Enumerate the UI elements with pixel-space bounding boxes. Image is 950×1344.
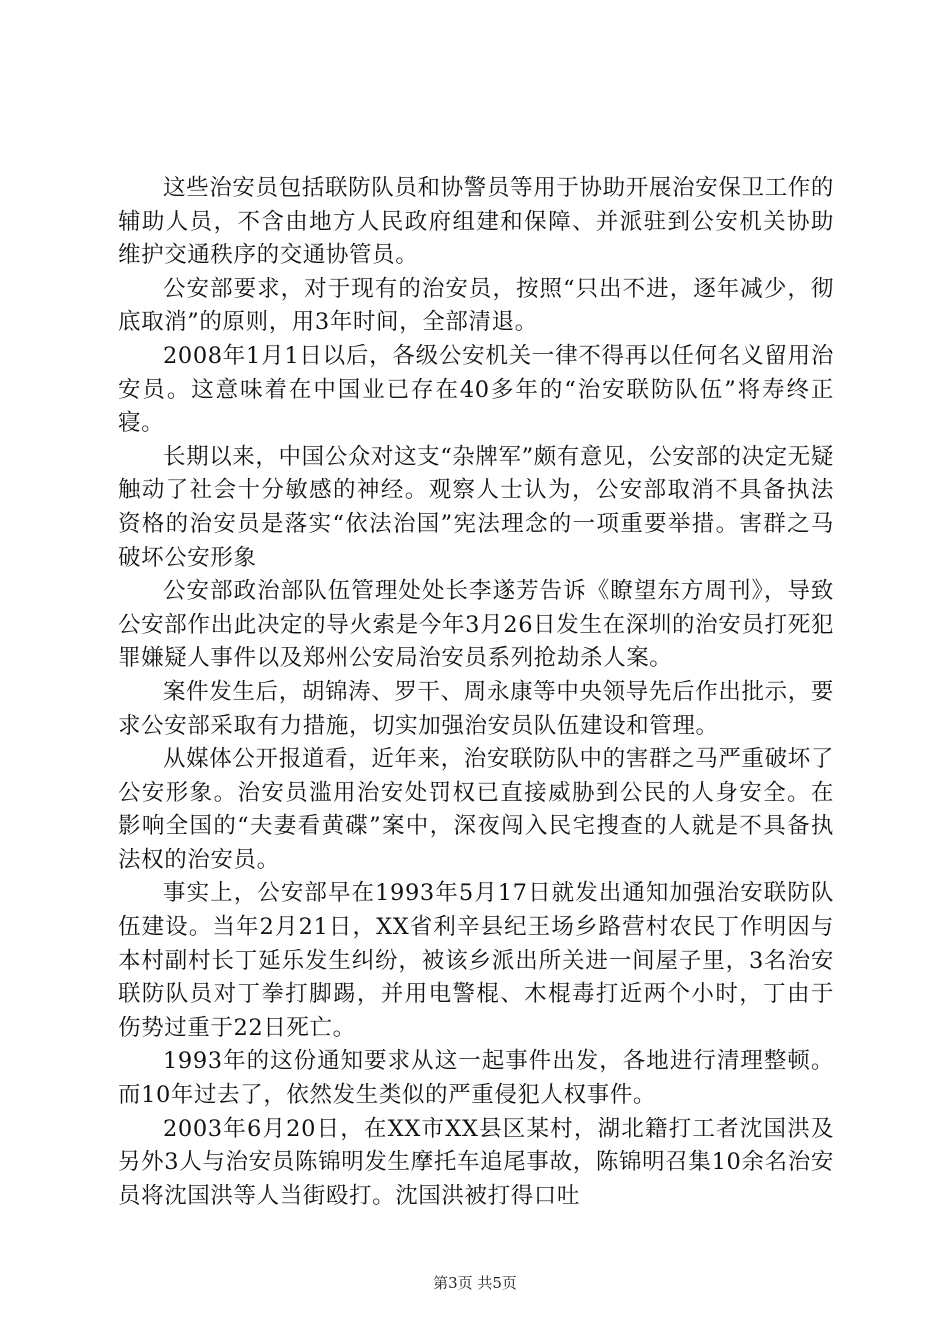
paragraph: 事实上，公安部早在1993年5月17日就发出通知加强治安联防队伍建设。当年2月21日，XX省利辛县纪王场乡路营村农民丁作明因与本村副村长丁延乐发生纠纷，被该乡派出所关进一间屋子里，3名治安联防队员对丁拳打脚踢，并用电警棍、木棍毒打近两个小时，丁由于伤势过重于22日死亡。: [118, 880, 834, 1041]
paragraph: 案件发生后，胡锦涛、罗干、周永康等中央领导先后作出批示，要求公安部采取有力措施，切实加强治安员队伍建设和管理。: [118, 678, 834, 739]
paragraph: 1993年的这份通知要求从这一起事件出发，各地进行清理整顿。而10年过去了，依然发生类似的严重侵犯人权事件。: [118, 1048, 834, 1109]
paragraph: 长期以来，中国公众对这支“杂牌军”颇有意见，公安部的决定无疑触动了社会十分敏感的神经。观察人士认为，公安部取消不具备执法资格的治安员是落实“依法治国”宪法理念的一项重要举措。害群之马破坏公安形象: [118, 443, 835, 571]
paragraph: 从媒体公开报道看，近年来，治安联防队中的害群之马严重破坏了公安形象。治安员滥用治安处罚权已直接威胁到公民的人身安全。在影响全国的“夫妻看黄碟”案中，深夜闯入民宅搜查的人就是不具备执法权的治安员。: [118, 746, 834, 873]
paragraph: 2003年6月20日，在XX市XX县区某村，湖北籍打工者沈国洪及另外3人与治安员陈锦明发生摩托车追尾事故，陈锦明召集10余名治安员将沈国洪等人当街殴打。沈国洪被打得口吐: [118, 1115, 834, 1209]
paragraph: 2008年1月1日以后，各级公安机关一律不得再以任何名义留用治安员。这意味着在中国业已存在40多年的“治安联防队伍”将寿终正寝。: [118, 342, 834, 437]
paragraph: 公安部要求，对于现有的治安员，按照“只出不进，逐年减少，彻底取消”的原则，用3年时间，全部清退。: [118, 275, 834, 336]
page-number-footer: 第3页 共5页: [433, 1274, 517, 1292]
paragraph: 这些治安员包括联防队员和协警员等用于协助开展治安保卫工作的辅助人员，不含由地方人民政府组建和保障、并派驻到公安机关协助维护交通秩序的交通协管员。: [118, 175, 834, 269]
document-body: [118, 172, 834, 1213]
paragraph: 公安部政治部队伍管理处处长李遂芳告诉《瞭望东方周刊》，导致公安部作出此决定的导火索是今年3月26日发生在深圳的治安员打死犯罪嫌疑人事件以及郑州公安局治安员系列抢劫杀人案。: [118, 578, 834, 672]
